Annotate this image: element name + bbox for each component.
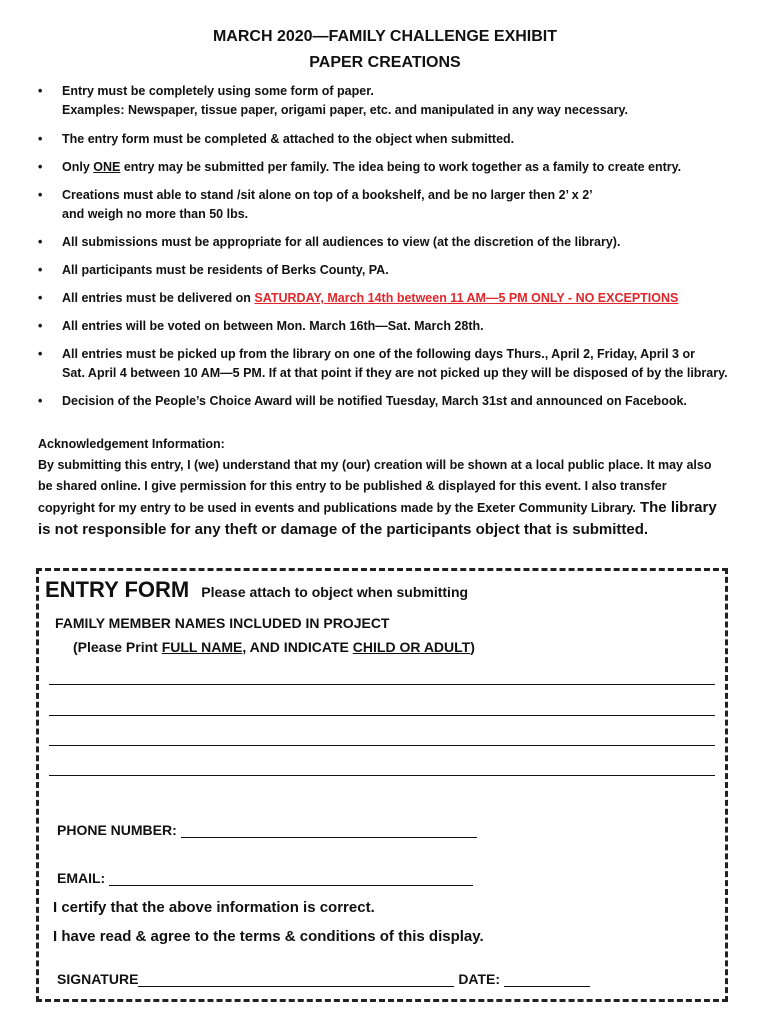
acknowledgement-heading: Acknowledgement Information: <box>38 437 225 451</box>
signature-label: SIGNATURE <box>57 971 139 987</box>
bullet-icon: • <box>38 235 43 249</box>
rule-item <box>38 158 738 177</box>
rule-text: Decision of the People’s Choice Award will be notified Tuesday, March 31st and announced on Facebook. <box>62 394 687 408</box>
acknowledgement-text: The library <box>635 499 717 516</box>
bullet-icon: • <box>38 319 43 333</box>
rule-item <box>38 82 738 120</box>
rule-text: Sat. April 4 between 10 AM—5 PM. If at that point if they are not picked up they will be disposed of by the library. <box>62 366 728 380</box>
phone-row <box>57 822 477 838</box>
certify-text: I certify that the above information is correct. <box>53 899 375 916</box>
bullet-icon: • <box>38 347 43 361</box>
agree-text: I have read & agree to the terms & conditions of this display. <box>53 928 484 945</box>
print-text: FULL NAME <box>161 639 243 655</box>
rules-list <box>38 82 738 420</box>
rule-text: Creations must able to stand /sit alone on top of a bookshelf, and be no larger then 2’ x 2’ <box>62 188 593 202</box>
rule-text: All submissions must be appropriate for all audiences to view (at the discretion of the library). <box>62 235 621 249</box>
rule-item <box>38 289 738 308</box>
email-label: EMAIL: <box>57 870 106 886</box>
bullet-icon: • <box>38 394 43 408</box>
page-subtitle: PAPER CREATIONS <box>309 54 461 71</box>
print-text: (Please Print <box>73 639 162 655</box>
email-field[interactable] <box>109 871 473 886</box>
page-title: MARCH 2020—FAMILY CHALLENGE EXHIBIT <box>212 28 558 45</box>
entry-form-title <box>45 577 468 603</box>
entry-form <box>36 568 728 1002</box>
date-field[interactable] <box>504 972 590 987</box>
phone-field[interactable] <box>181 823 477 838</box>
signature-field[interactable] <box>138 972 454 987</box>
date-label: DATE: <box>458 971 501 987</box>
email-row <box>57 870 473 886</box>
rule-text: and weigh no more than 50 lbs. <box>62 207 249 221</box>
bullet-icon: • <box>38 84 43 98</box>
bullet-icon: • <box>38 160 43 174</box>
name-line-1[interactable] <box>49 683 715 685</box>
name-line-3[interactable] <box>49 744 715 746</box>
acknowledgement-text: By submitting this entry, I (we) understand that my (our) creation will be shown at a local public place. It may also <box>38 458 712 472</box>
members-label: FAMILY MEMBER NAMES INCLUDED IN PROJECT <box>55 615 390 631</box>
rule-item <box>38 261 738 280</box>
rule-item <box>38 317 738 336</box>
acknowledgement-text: copyright for my entry to be used in events and publications made by the Exeter Community Library. <box>38 501 636 515</box>
bullet-icon: • <box>38 263 43 277</box>
rule-item <box>38 233 738 252</box>
bullet-icon: • <box>38 188 43 202</box>
rule-emphasis: ONE <box>93 160 121 174</box>
acknowledgement-section <box>38 434 738 540</box>
rule-item <box>38 392 738 411</box>
bullet-icon: • <box>38 132 43 146</box>
print-text: ) <box>470 639 475 655</box>
name-line-4[interactable] <box>49 774 715 776</box>
phone-label: PHONE NUMBER: <box>57 822 177 838</box>
acknowledgement-text: be shared online. I give permission for this entry to be published & displayed for this event. I also transfer <box>38 479 667 493</box>
signature-row <box>57 971 590 987</box>
rule-text: All entries will be voted on between Mon. March 16th—Sat. March 28th. <box>62 319 484 333</box>
rule-item <box>38 130 738 149</box>
name-line-2[interactable] <box>49 714 715 716</box>
rule-text: The entry form must be completed & attached to the object when submitted. <box>62 132 515 146</box>
acknowledgement-text: is not responsible for any theft or damage of the participants object that is submitted. <box>38 521 649 538</box>
rule-item <box>38 345 738 383</box>
print-text: CHILD OR ADULT <box>352 639 471 655</box>
print-text: , AND INDICATE <box>242 639 353 655</box>
rule-item <box>38 186 738 224</box>
rule-text: Entry must be completely using some form of paper. <box>62 84 374 98</box>
entry-form-title-text: ENTRY FORM <box>45 577 190 602</box>
rule-text: Only <box>62 160 94 174</box>
bullet-icon: • <box>38 291 43 305</box>
delivery-date-highlight: SATURDAY, March 14th between 11 AM—5 PM ONLY - NO EXCEPTIONS <box>254 291 679 305</box>
rule-text: All entries must be delivered on <box>62 291 255 305</box>
print-instruction <box>73 639 475 655</box>
rule-text: Examples: Newspaper, tissue paper, origami paper, etc. and manipulated in any way necessary. <box>62 103 628 117</box>
rule-text: entry may be submitted per family. The idea being to work together as a family to create entry. <box>120 160 682 174</box>
rule-text: All participants must be residents of Berks County, PA. <box>62 263 389 277</box>
entry-form-note: Please attach to object when submitting <box>201 584 469 600</box>
rule-text: All entries must be picked up from the library on one of the following days Thurs., April 2, Friday, April 3 or <box>62 347 695 361</box>
